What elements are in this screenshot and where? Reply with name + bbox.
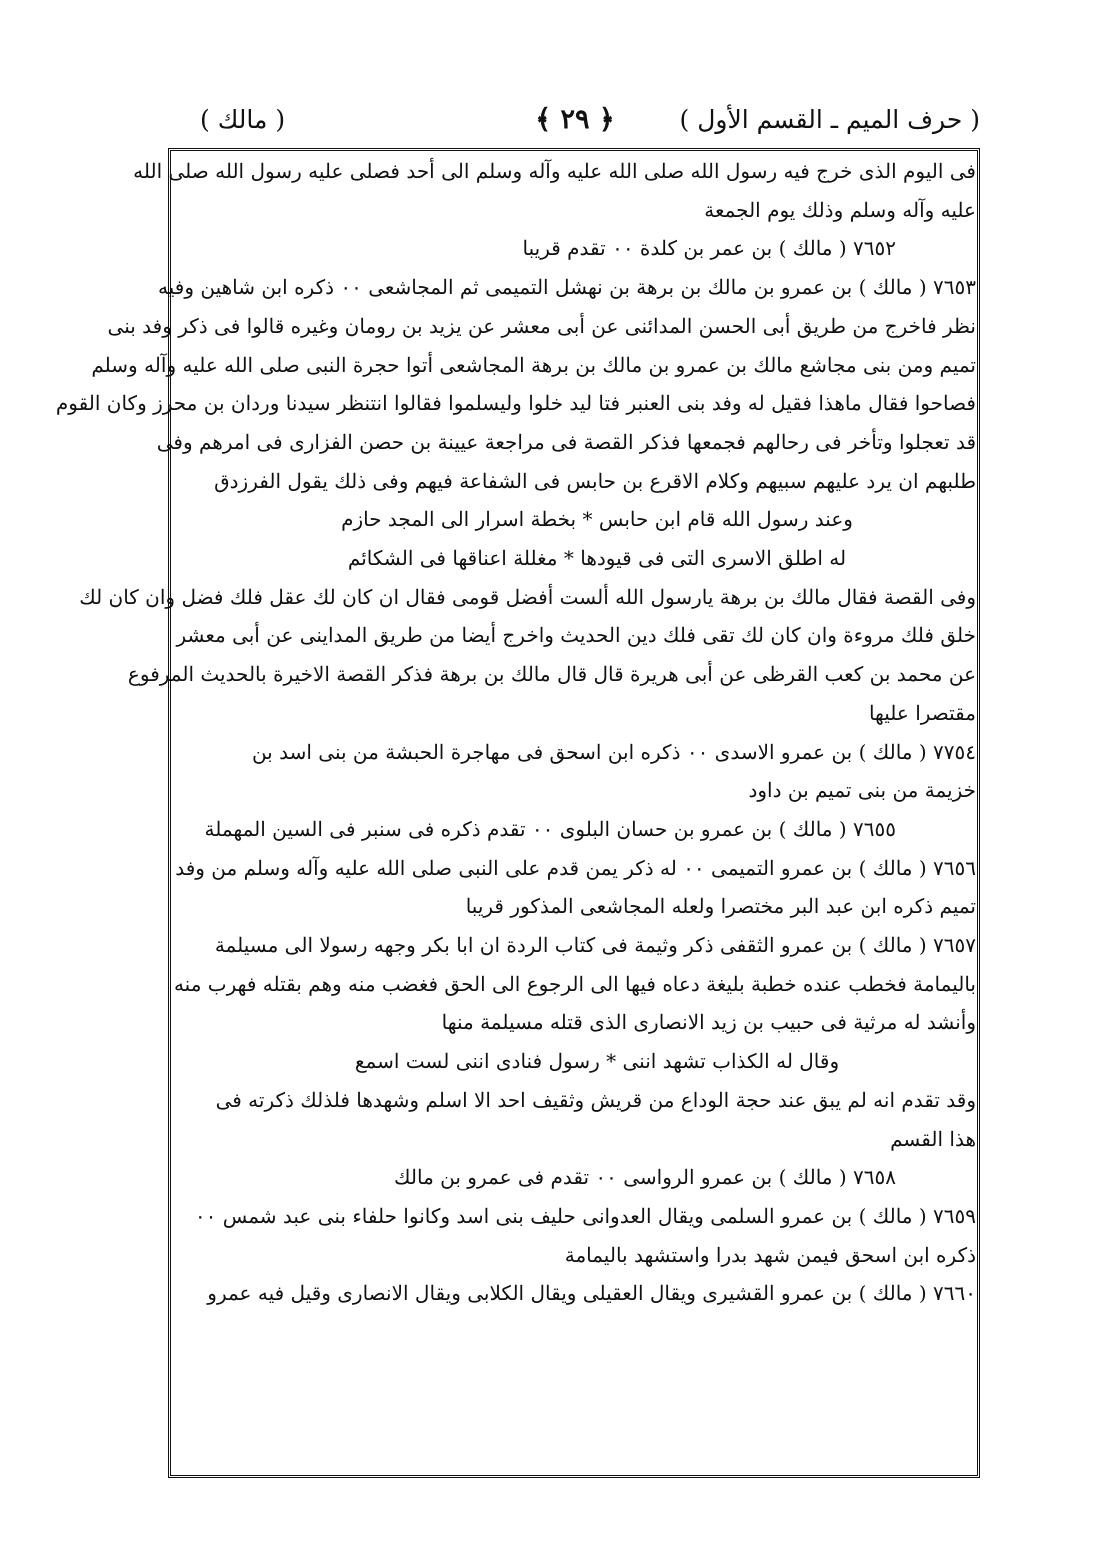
poem-verse: وقال له الكذاب تشهد اننى * رسول فنادى اننى لست اسمع (354, 1049, 840, 1074)
entry-line: ٧٦٦٠ ( مالك ) بن عمرو القشيرى ويقال العقيلى ويقال الكلابى ويقال الانصارى وقيل فيه عمرو (207, 1281, 976, 1306)
page-number: ﴿ ٢٩ ﴾ (535, 104, 615, 135)
entry-line: ٧٦٥٦ ( مالك ) بن عمرو التميمى ٠٠ له ذكر يمن قدم على النبى صلى الله عليه وآله وسلم من وفد (175, 855, 976, 880)
entry-line: ٧٧٥٤ ( مالك ) بن عمرو الاسدى ٠٠ ذكره ابن اسحق فى مهاجرة الحبشة من بنى اسد بن (251, 739, 976, 764)
text-line: تميم ذكره ابن عبد البر مختصرا ولعله المجاشعى المذكور قريبا (465, 894, 976, 919)
text-line: عليه وآله وسلم وذلك يوم الجمعة (704, 197, 976, 222)
entry-line: ٧٦٥٨ ( مالك ) بن عمرو الرواسى ٠٠ تقدم فى عمرو بن مالك (394, 1165, 896, 1190)
entry-line: ٧٦٥٩ ( مالك ) بن عمرو السلمى ويقال العدوانى حليف بنى اسد وكانوا حلفاء بنى عبد شمس ٠٠ (194, 1203, 976, 1228)
text-line: مقتصرا عليها (868, 700, 976, 725)
entry-name: ( مالك ) (200, 105, 286, 134)
text-line: باليمامة فخطب عنده خطبة بليغة دعاه فيها الى الرجوع الى الحق فغضب منه وهم بقتله فهرب منه (173, 971, 976, 996)
text-line: ذكره ابن اسحق فيمن شهد بدرا واستشهد باليمامة (564, 1242, 976, 1267)
text-line: خزيمة من بنى تميم بن داود (748, 778, 976, 803)
text-line: تميم ومن بنى مجاشع مالك بن عمرو بن مالك بن برهة المجاشعى أتوا حجرة النبى صلى الله عليه وآله وسلم (91, 352, 976, 377)
text-line: فى اليوم الذى خرج فيه رسول الله صلى الله عليه وآله وسلم الى أحد فصلى عليه رسول الله صلى الله (133, 159, 976, 183)
section-title: ( حرف الميم ـ القسم الأول ) (679, 105, 980, 134)
text-line: فصاحوا فقال ماهذا فقيل له وفد بنى العنبر فتا ليد خلوا وليسلموا فقالوا انتنظر سيدنا وردان بن محرز وكان القوم (55, 391, 976, 416)
text-line: نظر فاخرج من طريق أبى الحسن المدائنى عن أبى معشر عن يزيد بن رومان وغيره قالوا فى ذكر وفد بنى (107, 313, 976, 338)
running-header (170, 98, 980, 142)
entry-line: ٧٦٥٥ ( مالك ) بن عمرو بن حسان البلوى ٠٠ تقدم ذكره فى سنبر فى السين المهملة (204, 816, 896, 841)
text-line: هذا القسم (890, 1126, 976, 1151)
poem-verse: وعند رسول الله قام ابن حابس * بخطة اسرار الى المجد حازم (341, 507, 853, 532)
text-line: قد تعجلوا وتأخر فى رحالهم فجمعها فذكر القصة فى مراجعة عيينة بن حصن الفزارى فى امرهم وفى (156, 429, 976, 454)
poem-verse: له اطلق الاسرى التى فى قيودها * مغللة اعناقها فى الشكائم (347, 546, 847, 571)
entry-line: ٧٦٥٢ ( مالك ) بن عمر بن كلدة ٠٠ تقدم قريبا (522, 236, 896, 261)
main-text-block (55, 152, 976, 1313)
text-line: خلق فلك مروءة وان كان لك تقى فلك دين الحديث واخرج أيضا من طريق المداينى عن أبى معشر (176, 623, 976, 648)
text-line: وأنشد له مرثية فى حبيب بن زيد الانصارى الذى قتله مسيلمة منها (441, 1010, 976, 1035)
text-line: وفى القصة فقال مالك بن برهة يارسول الله ألست أفضل قومى فقال ان كان لك عقل فلك فضل وان كان لك (79, 584, 976, 609)
text-line: وقد تقدم انه لم يبق عند حجة الوداع من قريش وثقيف احد الا اسلم وشهدها فلذلك ذكرته فى (215, 1087, 976, 1112)
entry-line: ٧٦٥٣ ( مالك ) بن عمرو بن مالك بن برهة بن نهشل التميمى ثم المجاشعى ٠٠ ذكره ابن شاهين وفيه (158, 275, 976, 300)
text-line: طلبهم ان يرد عليهم سبيهم وكلام الاقرع بن حابس فى الشفاعة فيهم وفى ذلك يقول الفرزدق (214, 468, 976, 493)
entry-line: ٧٦٥٧ ( مالك ) بن عمرو الثقفى ذكر وثيمة فى كتاب الردة ان ابا بكر وجهه رسولا الى مسيلمة (214, 933, 976, 958)
text-line: عن محمد بن كعب القرظى عن أبى هريرة قال قال مالك بن برهة فذكر القصة الاخيرة بالحديث المرفوع (127, 662, 976, 687)
